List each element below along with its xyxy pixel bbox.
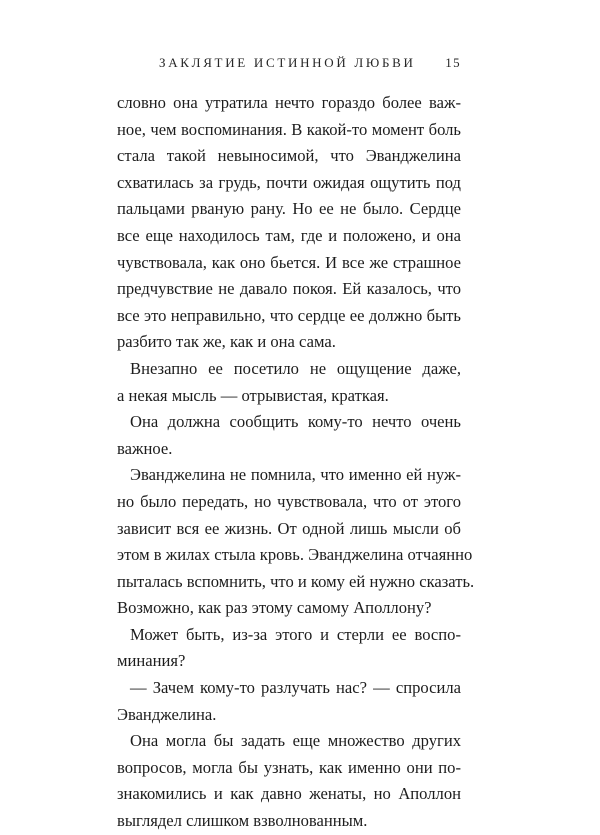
text-line: но было передать, но чувствовала, что от этого [117,491,461,511]
text-line: минания? [117,651,186,671]
text-line: чувствовала, как оно бьется. И все же страшное [117,252,461,272]
text-line: все еще находилось там, где и положено, и она [117,225,461,245]
text-line: вопросов, могла бы узнать, как именно они по- [117,757,461,777]
page-number: 15 [445,55,461,70]
text-line: Возможно, как раз этому самому Аполлону? [117,598,432,618]
text-line: выглядел слишком взволнованным. [117,811,368,831]
running-title: ЗАКЛЯТИЕ ИСТИННОЙ ЛЮБВИ [159,55,416,70]
running-head [117,55,461,75]
paragraph [117,462,475,622]
text-line: разбито так же, как и она сама. [117,332,336,352]
paragraph [117,728,461,834]
text-line: важное. [117,438,173,458]
text-line: знакомились и как давно женаты, но Аполлон [117,784,461,804]
text-line: пальцами рваную рану. Но ее не было. Сердце [117,199,461,219]
paragraph [117,409,461,462]
paragraph [117,90,461,356]
text-line: — Зачем кому-то разлучать нас? — спросила [130,678,461,698]
text-line: этом в жилах стыла кровь. Эванджелина отчаянно [117,545,473,565]
body-text [117,90,475,835]
text-line: Внезапно ее посетило не ощущение даже, [130,358,461,378]
text-line: Она могла бы задать еще множество других [130,731,461,751]
text-line: зависит вся ее жизнь. От одной лишь мысли об [117,518,461,538]
text-line: Она должна сообщить кому-то нечто очень [130,412,461,432]
text-line: Может быть, из-за этого и стерли ее воспо- [130,624,461,644]
text-line: стала такой невыносимой, что Эванджелина [117,146,461,166]
paragraph [117,622,461,675]
paragraph [117,675,461,728]
text-line: ное, чем воспоминания. В какой-то момент боль [117,119,461,139]
text-line: пыталась вспомнить, что и кому ей нужно сказать. [117,571,475,591]
text-line: а некая мысль — отрывистая, краткая. [117,385,389,405]
text-line: схватилась за грудь, почти ожидая ощутить под [117,172,461,192]
text-line: Эванджелина. [117,704,217,724]
paragraph [117,356,461,409]
text-line: все это неправильно, что сердце ее должно быть [117,305,461,325]
text-line: предчувствие не давало покоя. Ей казалось, что [117,279,461,299]
text-line: словно она утратила нечто гораздо более важ- [117,93,461,112]
text-line: Эванджелина не помнила, что именно ей нуж- [130,465,461,485]
